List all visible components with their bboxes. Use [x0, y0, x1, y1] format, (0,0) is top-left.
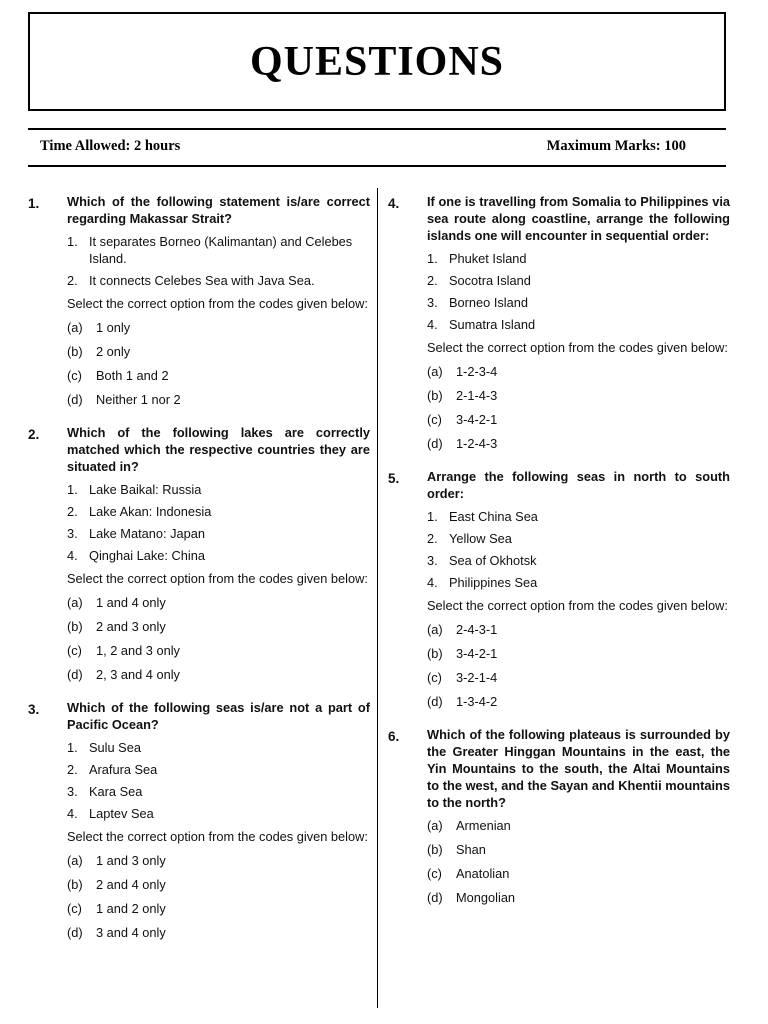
maximum-marks: Maximum Marks: 100 [546, 138, 686, 154]
option-text: 2 and 3 only [96, 619, 166, 634]
statement-item [67, 272, 370, 289]
statement-number: 1. [427, 251, 438, 266]
statement-number: 2. [67, 762, 78, 777]
page-title: QUESTIONS [249, 38, 505, 85]
answer-option [67, 642, 370, 659]
option-text: 1 and 3 only [96, 853, 166, 868]
statement-text: Kara Sea [89, 784, 143, 799]
statement-item [67, 503, 370, 520]
statement-number: 4. [427, 575, 438, 590]
statement-number: 3. [67, 526, 78, 541]
header-rule-top [28, 128, 726, 130]
option-text: 1-3-4-2 [456, 694, 498, 709]
option-text: Anatolian [456, 866, 510, 881]
option-label: (d) [427, 694, 443, 709]
option-text: 2 only [96, 344, 131, 359]
option-label: (a) [67, 595, 83, 610]
right-column [388, 190, 730, 922]
statement-item [67, 547, 370, 564]
statement-item [427, 530, 730, 547]
option-text: Mongolian [456, 890, 516, 905]
option-text: 3-4-2-1 [456, 646, 498, 661]
option-label: (c) [67, 643, 82, 658]
statement-item [427, 272, 730, 289]
option-label: (b) [427, 388, 443, 403]
statement-number: 1. [67, 740, 78, 755]
option-text: 1, 2 and 3 only [96, 643, 180, 658]
question-3 [28, 699, 370, 941]
option-text: Both 1 and 2 [96, 368, 169, 383]
answer-option [67, 666, 370, 683]
statement-item [67, 525, 370, 542]
statement-text: Sea of Okhotsk [449, 553, 537, 568]
option-label: (a) [67, 853, 83, 868]
option-label: (d) [67, 925, 83, 940]
question-text: Arrange the following seas in north to south order: [427, 469, 730, 501]
question-number: 5. [388, 471, 400, 486]
answer-option [427, 435, 730, 452]
statement-item [67, 805, 370, 822]
statement-item [67, 761, 370, 778]
answer-option [427, 817, 730, 834]
statement-item [427, 574, 730, 591]
statement-item [67, 783, 370, 800]
question-2 [28, 424, 370, 683]
statement-text: Laptev Sea [89, 806, 154, 821]
question-text: Which of the following seas is/are not a part of Pacific Ocean? [67, 700, 370, 732]
option-text: 1 and 4 only [96, 595, 166, 610]
question-4 [388, 193, 730, 452]
option-text: 3-2-1-4 [456, 670, 498, 685]
statement-text: Borneo Island [449, 295, 528, 310]
codes-prompt: Select the correct option from the codes given below: [427, 598, 728, 613]
option-text: 2, 3 and 4 only [96, 667, 180, 682]
option-label: (c) [427, 412, 442, 427]
option-label: (a) [427, 818, 443, 833]
option-label: (b) [427, 646, 443, 661]
codes-prompt: Select the correct option from the codes given below: [427, 340, 728, 355]
option-text: 1 and 2 only [96, 901, 166, 916]
answer-option [67, 924, 370, 941]
option-label: (c) [67, 368, 82, 383]
statement-item [427, 316, 730, 333]
question-6 [388, 726, 730, 906]
header-rule-bottom [28, 165, 726, 167]
statement-text: Arafura Sea [89, 762, 158, 777]
option-text: Armenian [456, 818, 511, 833]
option-label: (b) [67, 619, 83, 634]
statement-item [67, 739, 370, 756]
statement-number: 2. [67, 273, 78, 288]
answer-option [427, 693, 730, 710]
question-text: Which of the following lakes are correctly matched which the respective countries they are situated in? [67, 425, 370, 474]
answer-option [427, 411, 730, 428]
left-column [28, 190, 370, 957]
answer-option [427, 645, 730, 662]
answer-option [67, 391, 370, 408]
option-label: (b) [67, 344, 83, 359]
option-label: (c) [427, 866, 442, 881]
question-number: 4. [388, 196, 400, 211]
statement-number: 3. [427, 295, 438, 310]
statement-text: Yellow Sea [449, 531, 512, 546]
statement-item [427, 294, 730, 311]
option-text: 2-4-3-1 [456, 622, 498, 637]
codes-prompt: Select the correct option from the codes given below: [67, 829, 368, 844]
statement-number: 2. [427, 273, 438, 288]
answer-option [67, 367, 370, 384]
answer-option [427, 669, 730, 686]
question-number: 1. [28, 196, 40, 211]
statement-item [67, 481, 370, 498]
answer-option [67, 852, 370, 869]
option-text: 2-1-4-3 [456, 388, 498, 403]
answer-option [67, 876, 370, 893]
statement-text: Sulu Sea [89, 740, 141, 755]
statement-item [427, 552, 730, 569]
answer-option [427, 363, 730, 380]
answer-option [427, 621, 730, 638]
statement-text: It separates Borneo (Kalimantan) and Celebes Island. [89, 234, 353, 266]
statement-text: Philippines Sea [449, 575, 538, 590]
statement-text: Lake Matano: Japan [89, 526, 205, 541]
option-label: (c) [67, 901, 82, 916]
option-text: 1-2-4-3 [456, 436, 498, 451]
statement-number: 1. [67, 482, 78, 497]
statement-item [427, 508, 730, 525]
statement-text: Lake Baikal: Russia [89, 482, 202, 497]
question-text: If one is travelling from Somalia to Philippines via sea route along coastline, arrange the following islands one will encounter in sequential order: [427, 194, 730, 243]
question-5 [388, 468, 730, 710]
statement-text: Socotra Island [449, 273, 531, 288]
statement-number: 2. [67, 504, 78, 519]
title-box [28, 12, 726, 111]
answer-option [427, 841, 730, 858]
option-label: (d) [427, 890, 443, 905]
time-allowed: Time Allowed: 2 hours [40, 138, 181, 154]
answer-option [67, 343, 370, 360]
question-number: 3. [28, 702, 40, 717]
option-text: Neither 1 nor 2 [96, 392, 181, 407]
answer-option [67, 618, 370, 635]
statement-number: 1. [427, 509, 438, 524]
statement-number: 4. [427, 317, 438, 332]
statement-number: 3. [67, 784, 78, 799]
option-label: (b) [67, 877, 83, 892]
statement-text: Phuket Island [449, 251, 527, 266]
question-text: Which of the following plateaus is surrounded by the Greater Hinggan Mountains in the east, the Yin Mountains to the south, the Altai Mountains to the west, and the Sayan and Khentii mountains to the north? [427, 727, 730, 810]
statement-text: Sumatra Island [449, 317, 536, 332]
option-text: 1-2-3-4 [456, 364, 498, 379]
option-text: Shan [456, 842, 486, 857]
option-label: (a) [427, 622, 443, 637]
answer-option [427, 889, 730, 906]
statement-text: Lake Akan: Indonesia [89, 504, 212, 519]
option-label: (a) [427, 364, 443, 379]
statement-number: 3. [427, 553, 438, 568]
answer-option [67, 319, 370, 336]
question-1 [28, 193, 370, 408]
option-label: (d) [67, 667, 83, 682]
question-number: 2. [28, 427, 40, 442]
option-label: (b) [427, 842, 443, 857]
answer-option [67, 900, 370, 917]
option-text: 2 and 4 only [96, 877, 166, 892]
answer-option [67, 594, 370, 611]
column-divider [377, 188, 378, 1008]
statement-text: Qinghai Lake: China [89, 548, 205, 563]
statement-text: East China Sea [449, 509, 538, 524]
option-label: (d) [67, 392, 83, 407]
statement-number: 2. [427, 531, 438, 546]
option-label: (c) [427, 670, 442, 685]
statement-item [427, 250, 730, 267]
answer-option [427, 387, 730, 404]
option-text: 3 and 4 only [96, 925, 166, 940]
question-text: Which of the following statement is/are correct regarding Makassar Strait? [67, 194, 370, 226]
option-label: (a) [67, 320, 83, 335]
option-text: 1 only [96, 320, 131, 335]
statement-number: 4. [67, 548, 78, 563]
answer-option [427, 865, 730, 882]
statement-item [67, 233, 370, 267]
statement-text: It connects Celebes Sea with Java Sea. [89, 273, 315, 288]
statement-number: 1. [67, 234, 78, 249]
question-number: 6. [388, 729, 400, 744]
option-label: (d) [427, 436, 443, 451]
option-text: 3-4-2-1 [456, 412, 498, 427]
codes-prompt: Select the correct option from the codes given below: [67, 571, 368, 586]
codes-prompt: Select the correct option from the codes given below: [67, 296, 368, 311]
statement-number: 4. [67, 806, 78, 821]
